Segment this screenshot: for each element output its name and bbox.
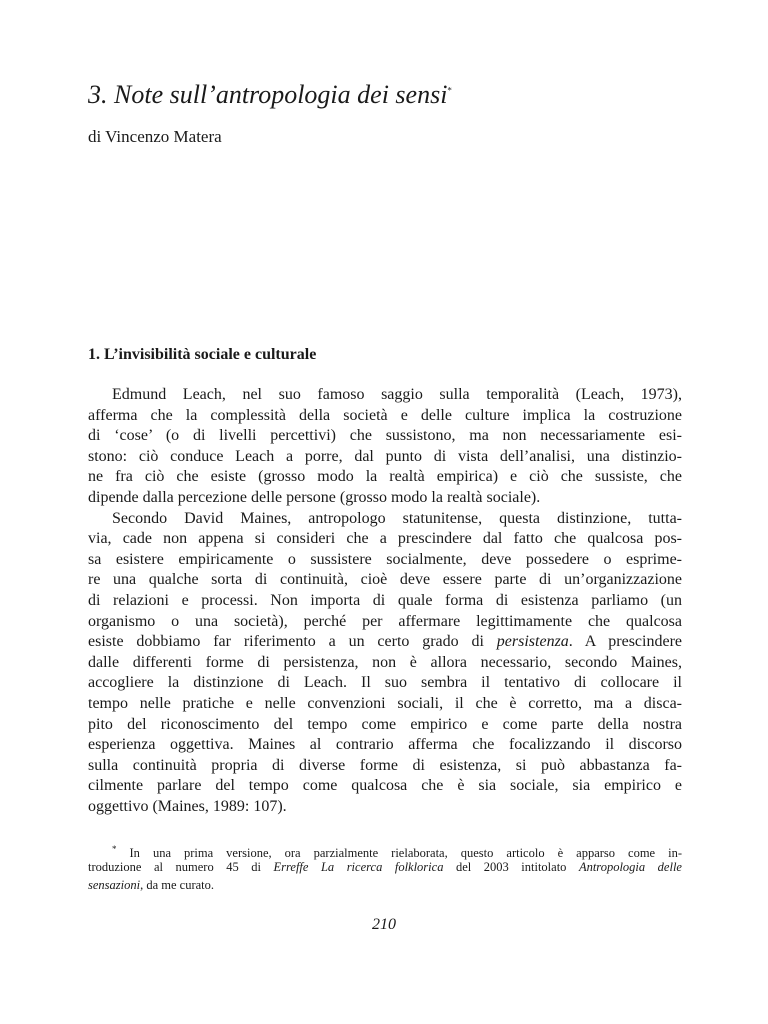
body-line: re una qualche sorta di continuità, cioè deve essere parte di un’organizzazione bbox=[88, 571, 682, 589]
author-byline: di Vincenzo Matera bbox=[88, 127, 222, 146]
footnote-journal-title: Erreffe La ricerca folklorica bbox=[273, 860, 444, 874]
body-line-part: esiste dobbiamo far riferimento a un certo grado di bbox=[88, 633, 497, 651]
body-line: di ‘cose’ (o di livelli percettivi) che sussistono, ma non necessariamente esi- bbox=[88, 427, 682, 445]
chapter-title bbox=[88, 80, 452, 110]
body-line: dipende dalla percezione delle persone (grosso modo la realtà sociale). bbox=[88, 488, 541, 506]
body-line: via, cade non appena si consideri che a prescindere dal fatto che qualcosa pos- bbox=[88, 530, 682, 548]
body-line: afferma che la complessità della società e delle culture implica la costruzione bbox=[88, 406, 682, 424]
body-line: tempo nelle pratiche e nelle convenzioni sociali, il che è corretto, ma a disca- bbox=[88, 694, 682, 712]
footnote-text: del 2003 intitolato bbox=[443, 860, 579, 874]
footnote-line bbox=[88, 876, 682, 894]
footnote-text: troduzione al numero 45 di bbox=[88, 860, 274, 874]
body-line-persistence bbox=[88, 632, 682, 653]
footnote-line bbox=[88, 858, 682, 876]
body-line: organismo o una società), perché per affermare legittimamente che qualcosa bbox=[88, 612, 682, 630]
body-line: sa esistere empiricamente o sussistere socialmente, deve possedere o esprime- bbox=[88, 550, 682, 568]
footnote-issue-title: Antropologia delle bbox=[578, 860, 682, 874]
page-number: 210 bbox=[372, 916, 396, 933]
footnote bbox=[88, 840, 682, 894]
body-line-part: . A prescindere bbox=[568, 633, 683, 651]
body-line: pito del riconoscimento del tempo come empirico e come parte della nostra bbox=[88, 715, 682, 733]
body-line: esperienza oggettiva. Maines al contrario afferma che focalizzando il discorso bbox=[88, 736, 682, 754]
body-line: dalle differenti forme di persistenza, non è allora necessario, secondo Maines, bbox=[88, 653, 682, 671]
footnote-marker: * bbox=[112, 844, 117, 854]
emphasis-persistenza: persistenza bbox=[496, 633, 569, 651]
body-line: cilmente parlare del tempo come qualcosa che è sia sociale, sia empirico e bbox=[88, 777, 682, 795]
body-line: ne fra ciò che esiste (grosso modo la realtà empirica) e ciò che sussiste, che bbox=[88, 468, 682, 486]
body-line: stono: ciò conduce Leach a porre, dal punto di vista dell’analisi, una distinzio- bbox=[88, 447, 682, 465]
footnote-text: , da me curato. bbox=[140, 878, 215, 892]
footnote-issue-title: sensazioni bbox=[88, 878, 141, 892]
footnote-text: In una prima versione, ora parzialmente rielaborata, questo articolo è apparso come in- bbox=[129, 846, 682, 861]
section-heading: 1. L’invisibilità sociale e culturale bbox=[88, 346, 317, 363]
body-line: Secondo David Maines, antropologo statunitense, questa distinzione, tutta- bbox=[112, 509, 682, 527]
body-line: oggettivo (Maines, 1989: 107). bbox=[88, 797, 287, 815]
body-line: accogliere la distinzione di Leach. Il suo sembra il tentativo di collocare il bbox=[88, 674, 682, 692]
chapter-footnote-marker: * bbox=[447, 85, 452, 96]
body-line: Edmund Leach, nel suo famoso saggio sulla temporalità (Leach, 1973), bbox=[112, 386, 682, 403]
body-line: di relazioni e processi. Non importa di quale forma di esistenza parliamo (un bbox=[88, 591, 682, 609]
body-text bbox=[88, 385, 682, 817]
footnote-line bbox=[88, 840, 682, 861]
body-line: sulla continuità propria di diverse forme di esistenza, si può abbastanza fa- bbox=[88, 756, 682, 774]
chapter-title-text: 3. Note sull’antropologia dei sensi bbox=[88, 80, 448, 109]
